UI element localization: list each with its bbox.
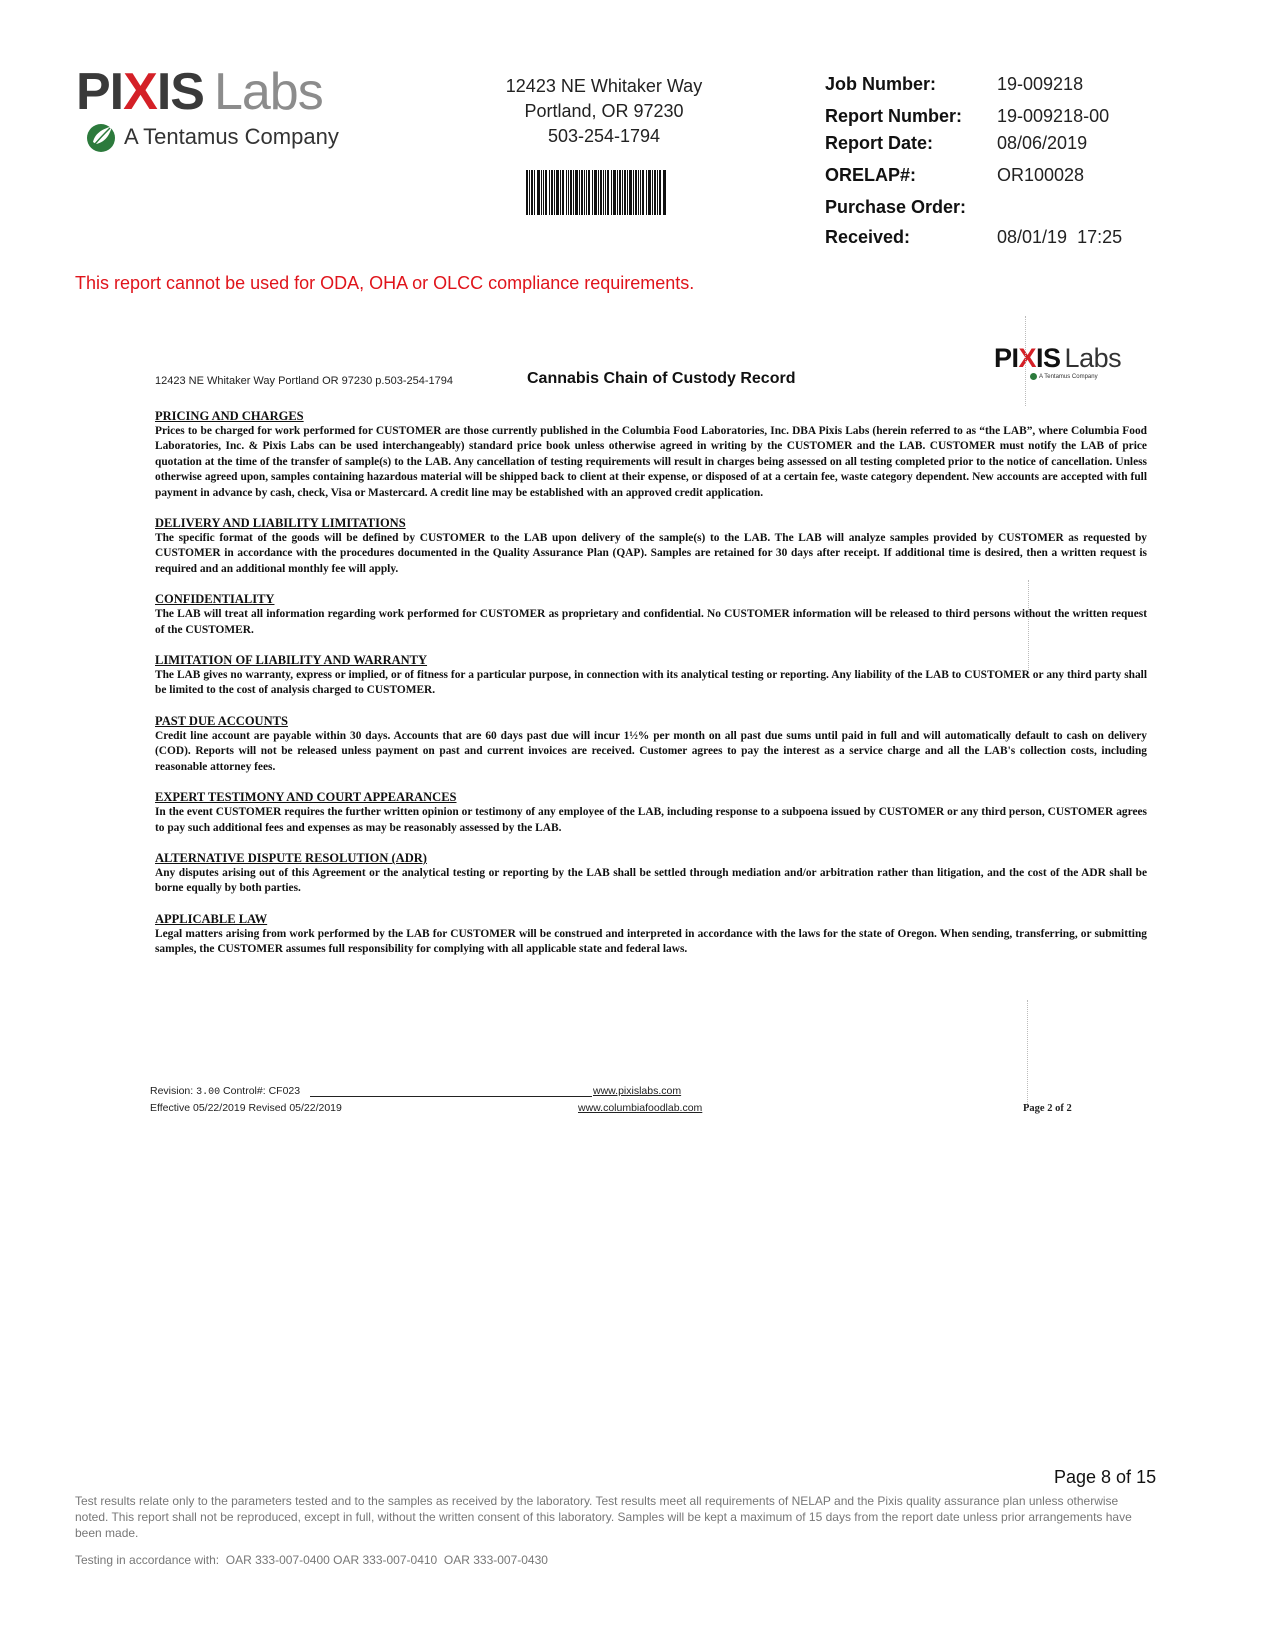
job-number-label: Job Number:	[825, 74, 937, 94]
coc-page-number: Page 2 of 2	[1023, 1103, 1072, 1114]
section-past-due	[155, 714, 1147, 775]
section-body: Legal matters arising from work performed by the LAB for CUSTOMER will be construed and interpreted in accordance with the laws for the state of Oregon. When sending, transferring, or submitting samples, the CUSTOMER assumes full responsibility for complying with all applicable state and federal laws.	[155, 927, 1147, 956]
pixislabs-link[interactable]: www.pixislabs.com	[593, 1085, 682, 1097]
section-body: In the event CUSTOMER requires the further written opinion or testimony of any employee of the LAB, including response to a subpoena issued by CUSTOMER or any third person, CUSTOMER agrees to pay such additional fees and expenses as may be reasonably assessed by the LAB.	[155, 806, 1147, 834]
columbiafoodlab-link[interactable]: www.columbiafoodlab.com	[578, 1102, 703, 1114]
terms-and-conditions	[155, 409, 1147, 973]
control-underline	[310, 1096, 592, 1097]
section-heading: PAST DUE ACCOUNTS	[155, 713, 288, 728]
section-heading: EXPERT TESTIMONY AND COURT APPEARANCES	[155, 790, 457, 805]
tagline-text: A Tentamus Company	[124, 124, 339, 149]
section-body: Prices to be charged for work performed for CUSTOMER are those currently published in the Columbia Food Laboratories, Inc. DBA Pixis Labs (herein referred to as “the LAB”, where Columbia Food Laboratories, Inc. & Pixis Labs can be used interchangeably) standard price book unless otherwise agreed in writing by the CUSTOMER and the LAB. CUSTOMER must notify the LAB of price quotation at the time of the transfer of sample(s) to the LAB. Any cancellation of testing requirements will result in charges being assessed on all testing completed prior to the notice of cancellation. Unless otherwise agreed upon, samples containing hazardous material will be shipped back to client at their expense, or disposed of at a certain fee, waste category dependent. New accounts are accepted with full payment in advance by cash, check, Visa or Mastercard. A credit line may be established with an approved credit application.	[155, 425, 1147, 499]
address-line2: Portland, OR 97230	[524, 101, 684, 121]
section-pricing	[155, 409, 1147, 501]
scan-artifact	[1027, 1000, 1028, 1110]
report-date-value: 08/06/2019	[997, 133, 1088, 153]
purchase-order-label: Purchase Order:	[825, 197, 967, 217]
section-body: Credit line account are payable within 30 days. Accounts that are 60 days past due will incur 1½% per month on all past due sums until paid in full and will automatically default to cash on delivery (COD). Reports will not be released unless payment on past and current invoices are received. Customer agrees to pay the interest as a service charge and all the LAB's collection costs, including reasonable attorney fees.	[155, 729, 1147, 773]
section-delivery	[155, 516, 1147, 577]
effective-date: Effective 05/22/2019 Revised 05/22/2019	[150, 1102, 342, 1114]
coc-title: Cannabis Chain of Custody Record	[527, 370, 796, 387]
section-applicable-law	[155, 912, 1147, 958]
logo-tagline	[84, 120, 339, 154]
report-date-label: Report Date:	[825, 133, 934, 153]
address-line1: 12423 NE Whitaker Way	[505, 76, 703, 96]
section-heading: CONFIDENTIALITY	[155, 592, 275, 607]
section-confidentiality	[155, 592, 1147, 638]
received-value: 08/01/19 17:25	[997, 227, 1123, 247]
section-heading: PRICING AND CHARGES	[155, 409, 304, 423]
coc-logo-word: PIXIS Labs	[994, 343, 1122, 373]
testing-standards: Testing in accordance with: OAR 333-007-0400 OAR 333-007-0410 OAR 333-007-0430	[75, 1553, 548, 1567]
section-heading: DELIVERY AND LIABILITY LIMITATIONS	[155, 516, 406, 531]
orelap-value: OR100028	[997, 165, 1085, 185]
section-heading: ALTERNATIVE DISPUTE RESOLUTION (ADR)	[155, 850, 427, 865]
report-number-value: 19-009218-00	[997, 106, 1110, 126]
leaf-icon	[1030, 373, 1037, 380]
section-liability-warranty	[155, 653, 1147, 699]
barcode-image	[526, 170, 666, 215]
job-number-value: 19-009218	[997, 74, 1084, 94]
section-adr	[155, 851, 1147, 897]
disclaimer: Test results relate only to the parameters tested and to the samples as received by the laboratory. Test results meet all requirements of NELAP and the Pixis quality assurance plan unless otherwise noted. This report shall not be reproduced, except in full, without the written consent of this laboratory. Samples will be kept a maximum of 15 days from the report date unless prior arrangements have been made.	[75, 1494, 1132, 1540]
coc-logo-subtitle: A Tentamus Company	[1030, 373, 1098, 380]
orelap-label: ORELAP#:	[825, 165, 917, 185]
coc-address: 12423 NE Whitaker Way Portland OR 97230 p.503-254-1794	[155, 375, 453, 387]
lab-address	[470, 74, 738, 149]
section-body: Any disputes arising out of this Agreement or the analytical testing or reporting by the LAB shall be settled through mediation and/or arbitration rather than litigation, and the cost of the ADR shall be borne equally by both parties.	[155, 866, 1147, 895]
leaf-icon	[84, 120, 118, 154]
section-body: The LAB will treat all information regarding work performed for CUSTOMER as proprietary and confidential. No CUSTOMER information will be released to third persons without the written request of the CUSTOMER.	[155, 608, 1147, 636]
page-number: Page 8 of 15	[1054, 1467, 1157, 1487]
coc-pixis-logo	[994, 343, 1122, 380]
compliance-warning: This report cannot be used for ODA, OHA or OLCC compliance requirements.	[75, 273, 695, 293]
section-heading: APPLICABLE LAW	[155, 911, 268, 926]
section-heading: LIMITATION OF LIABILITY AND WARRANTY	[155, 653, 428, 668]
pixis-labs-logo: PIXIS Labs	[76, 63, 323, 121]
section-expert-testimony	[155, 790, 1147, 836]
revision-info: Revision: 3.00 Control#: CF023	[150, 1085, 301, 1098]
scan-artifact	[1025, 316, 1026, 406]
report-number-label: Report Number:	[825, 106, 963, 126]
section-body: The LAB gives no warranty, express or implied, or of fitness for a particular purpose, in connection with its analytical testing or reporting. Any liability of the LAB to CUSTOMER or any third party shall be limited to the cost of analysis charged to CUSTOMER.	[155, 669, 1147, 697]
section-body: The specific format of the goods will be defined by CUSTOMER to the LAB upon delivery of the sample(s) to the LAB. The LAB will analyze samples provided by CUSTOMER as requested by CUSTOMER in accordance with the procedures documented in the Quality Assurance Plan (QAP). Samples are retained for 30 days after receipt. If additional time is desired, then a written request is required and an additional monthly fee will apply.	[155, 532, 1147, 575]
address-phone: 503-254-1794	[547, 126, 661, 146]
received-label: Received:	[825, 227, 911, 247]
